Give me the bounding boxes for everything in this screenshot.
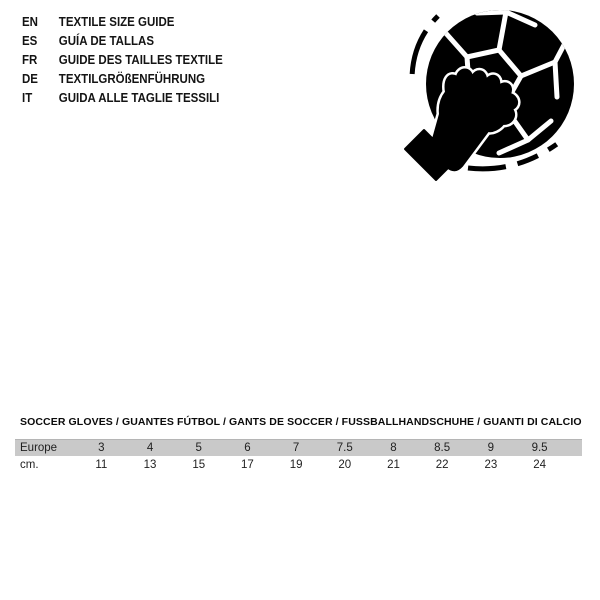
language-code: ES <box>22 34 38 48</box>
language-label: TEXTILGRÖßENFÜHRUNG <box>58 72 206 86</box>
cm-cell: 22 <box>435 458 449 471</box>
size-table-heading: SOCCER GLOVES / GUANTES FÚTBOL / GANTS DE SOCCER / FUSSBALLHANDSCHUHE / GUANTI DI CALCIO <box>20 416 582 428</box>
cm-cell: 17 <box>241 458 254 471</box>
size-cell: 5 <box>195 441 202 454</box>
size-cell: 8.5 <box>434 441 451 454</box>
cm-cell: 13 <box>143 458 157 471</box>
size-table <box>15 439 582 474</box>
language-label: TEXTILE SIZE GUIDE <box>58 15 175 29</box>
size-cell: 7 <box>292 441 300 454</box>
row-label-cm: cm. <box>20 458 39 471</box>
size-cell: 9 <box>487 441 495 454</box>
size-cell: 7.5 <box>336 441 353 454</box>
row-label-europe: Europe <box>20 441 58 454</box>
language-item-de <box>22 70 223 89</box>
cm-cell: 23 <box>484 458 498 471</box>
spacer-cell <box>564 440 582 456</box>
language-item-en <box>22 13 223 32</box>
cm-cell: 24 <box>533 458 546 471</box>
language-code: DE <box>22 72 38 86</box>
size-cell: 3 <box>98 441 105 454</box>
glove-hand <box>405 70 517 181</box>
cm-cell: 19 <box>289 458 303 471</box>
glove-ball-svg <box>400 0 580 192</box>
table-row-cm <box>15 456 582 474</box>
language-item-es <box>22 32 223 51</box>
language-list <box>22 13 223 108</box>
language-label: GUIDA ALLE TAGLIE TESSILI <box>58 91 220 105</box>
language-item-it <box>22 89 223 108</box>
language-item-fr <box>22 51 223 70</box>
language-label: GUÍA DE TALLAS <box>58 34 154 48</box>
language-label: GUIDE DES TAILLES TEXTILE <box>58 53 223 67</box>
size-cell: 6 <box>244 441 251 454</box>
size-cell: 9.5 <box>531 441 548 454</box>
language-code: FR <box>22 53 38 67</box>
size-cell: 4 <box>146 441 154 454</box>
cm-cell: 21 <box>387 458 400 471</box>
cm-cell: 20 <box>338 458 352 471</box>
cm-cell: 15 <box>192 458 206 471</box>
goalkeeper-glove-soccer-ball-icon <box>400 0 580 192</box>
cm-cell: 11 <box>95 458 108 471</box>
size-cell: 8 <box>390 441 397 454</box>
spacer-cell <box>564 456 582 474</box>
language-code: IT <box>22 91 33 105</box>
table-row-europe <box>15 440 582 456</box>
language-code: EN <box>22 15 38 29</box>
